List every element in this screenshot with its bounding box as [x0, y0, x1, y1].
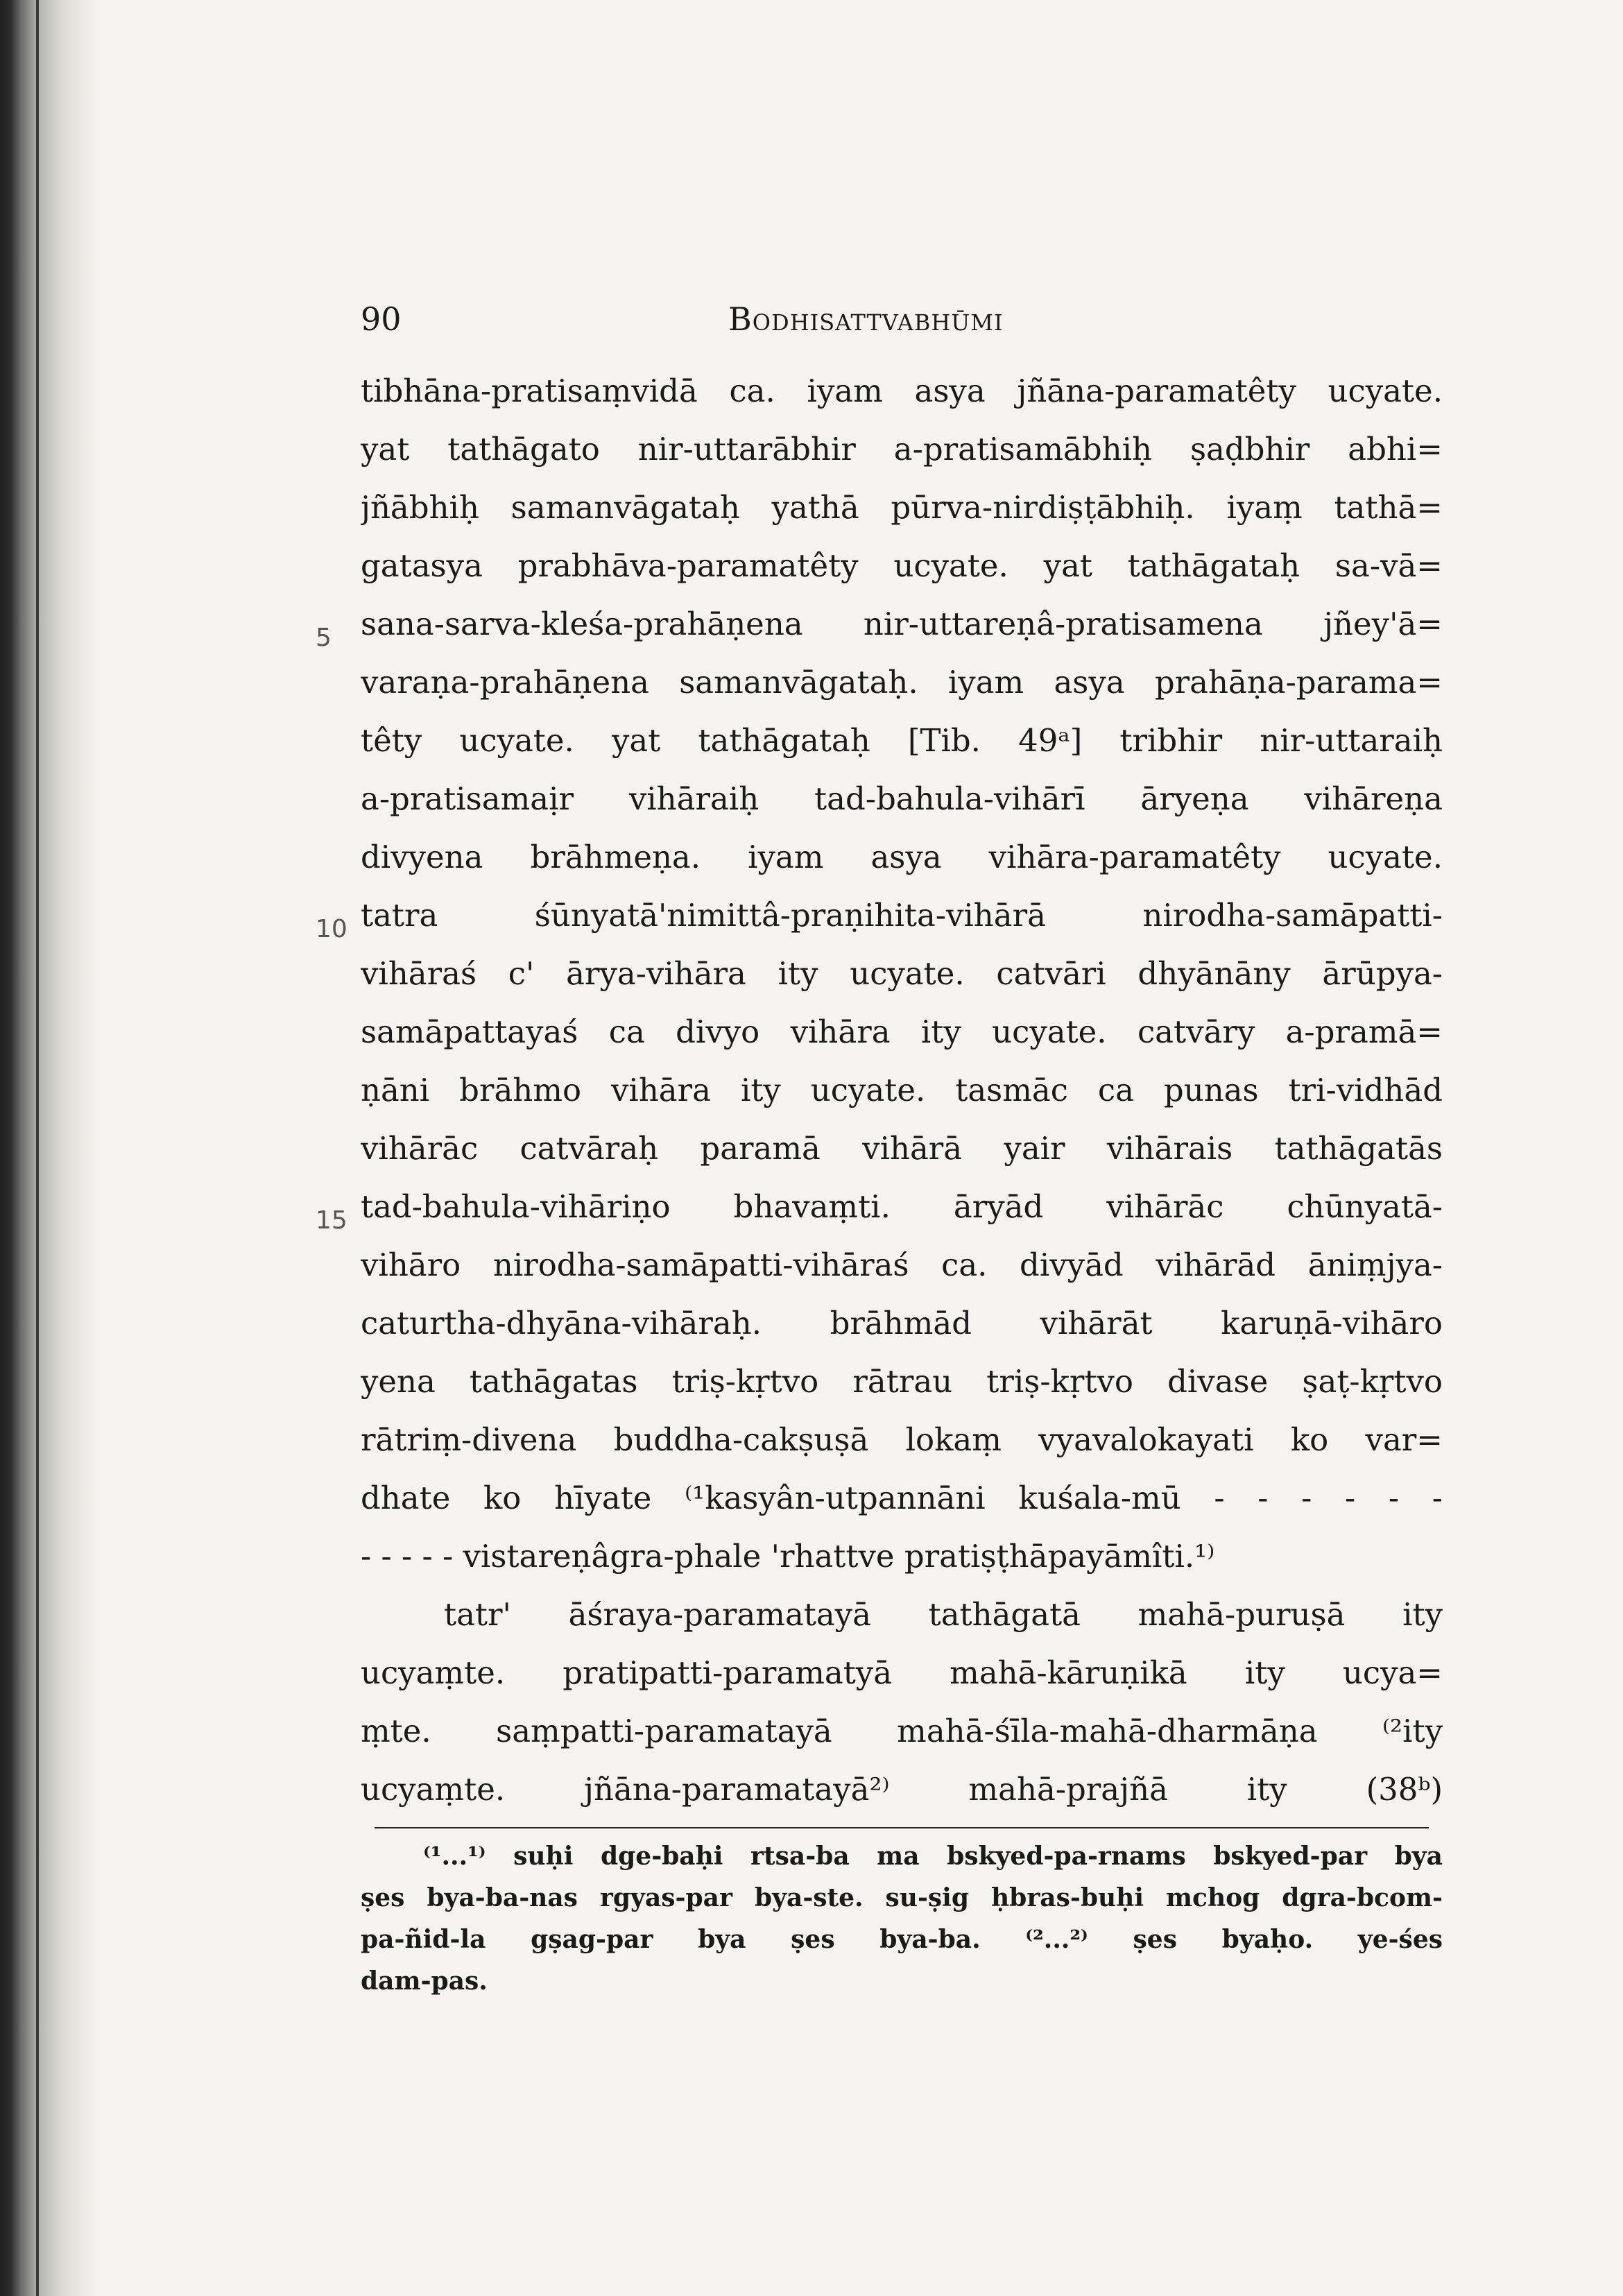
text-line: gatasya prabhāva-paramatêty ucyate. yat tathāgataḥ sa-vā= — [361, 547, 1443, 584]
margin-line-number-15: 15 — [316, 1206, 347, 1235]
text-line: ṃte. saṃpatti-paramatayā mahā-śīla-mahā-dharmāṇa ⁽²ity — [361, 1713, 1443, 1749]
text-line: sana-sarva-kleśa-prahāṇena nir-uttareṇâ-pratisamena jñey'ā= — [361, 606, 1443, 642]
text-line: tibhāna-pratisaṃvidā ca. iyam asya jñāna-paramatêty ucyate. — [361, 372, 1443, 409]
text-line: têty ucyate. yat tathāgataḥ [Tib. 49ᵃ] tribhir nir-uttaraiḥ — [361, 722, 1443, 759]
text-line: jñābhiḥ samanvāgataḥ yathā pūrva-nirdiṣṭābhiḥ. iyaṃ tathā= — [361, 489, 1443, 526]
margin-line-number-5: 5 — [316, 624, 332, 652]
text-line: yena tathāgatas triṣ-kṛtvo rātrau triṣ-kṛtvo divase ṣaṭ-kṛtvo — [361, 1363, 1443, 1400]
text-line: vihāraś c' ārya-vihāra ity ucyate. catvāri dhyānāny ārūpya- — [361, 955, 1443, 992]
running-head — [361, 298, 1443, 340]
footnote-line: ṣes bya-ba-nas rgyas-par bya-ste. su-ṣig ḥbras-buḥi mchog dgra-bcom- — [361, 1883, 1443, 1912]
text-line: ṇāni brāhmo vihāra ity ucyate. tasmāc ca punas tri-vidhād — [361, 1072, 1443, 1108]
running-title: Bodhisattvabhūmi — [728, 300, 1004, 338]
binding-gutter-shadow — [0, 0, 97, 2296]
page-number: 90 — [361, 300, 402, 338]
text-line: - - - - - vistareṇâgra-phale 'rhattve pratiṣṭhāpayāmîti.¹⁾ — [361, 1538, 1215, 1575]
text-line: a-pratisamaịr vihāraiḥ tad-bahula-vihārī āryeṇa vihāreṇa — [361, 780, 1443, 817]
text-line: divyena brāhmeṇa. iyam asya vihāra-paramatêty ucyate. — [361, 839, 1443, 875]
paragraph-first-line: tatr' āśraya-paramatayā tathāgatā mahā-puruṣā ity — [444, 1596, 1443, 1633]
text-line: vihārāc catvāraḥ paramā vihārā yair vihārais tathāgatās — [361, 1130, 1443, 1167]
text-line: rātriṃ-divena buddha-cakṣuṣā lokaṃ vyavalokayati ko var= — [361, 1421, 1443, 1458]
text-line: vihāro nirodha-samāpatti-vihāraś ca. divyād vihārād āniṃjya- — [361, 1246, 1443, 1283]
main-text — [361, 362, 1443, 1819]
text-line: tatra śūnyatā'nimittâ-praṇihita-vihārā nirodha-samāpatti- — [361, 897, 1443, 934]
footnote-line: ⁽¹...¹⁾ suḥi dge-baḥi rtsa-ba ma bskyed-pa-rnams bskyed-par bya — [423, 1842, 1443, 1871]
text-line: dhate ko hīyate ⁽¹kasyân-utpannāni kuśala-mū - - - - - - — [361, 1480, 1443, 1516]
text-line: varaṇa-prahāṇena samanvāgataḥ. iyam asya prahāṇa-parama= — [361, 664, 1443, 701]
margin-line-number-10: 10 — [316, 915, 347, 943]
text-line: samāpattayaś ca divyo vihāra ity ucyate. catvāry a-pramā= — [361, 1013, 1443, 1050]
text-line: tad-bahula-vihāriṇo bhavaṃti. āryād vihārāc chūnyatā- — [361, 1188, 1443, 1225]
text-line: caturtha-dhyāna-vihāraḥ. brāhmād vihārāt karuṇā-vihāro — [361, 1305, 1443, 1342]
text-line: yat tathāgato nir-uttarābhir a-pratisamābhiḥ ṣaḍbhir abhi= — [361, 431, 1443, 468]
footnote-line: pa-ñid-la gṣag-par bya ṣes bya-ba. ⁽²...²⁾ ṣes byaḥo. ye-śes — [361, 1925, 1443, 1954]
text-line: ucyaṃte. jñāna-paramatayā²⁾ mahā-prajñā ity (38ᵇ) — [361, 1771, 1443, 1808]
text-line: ucyaṃte. pratipatti-paramatyā mahā-kāruṇikā ity ucya= — [361, 1654, 1443, 1691]
footnote-line: dam-pas. — [361, 1967, 488, 1996]
footnotes — [361, 1835, 1443, 2002]
footnote-rule — [375, 1827, 1429, 1828]
binding-gutter-line — [36, 0, 39, 2296]
